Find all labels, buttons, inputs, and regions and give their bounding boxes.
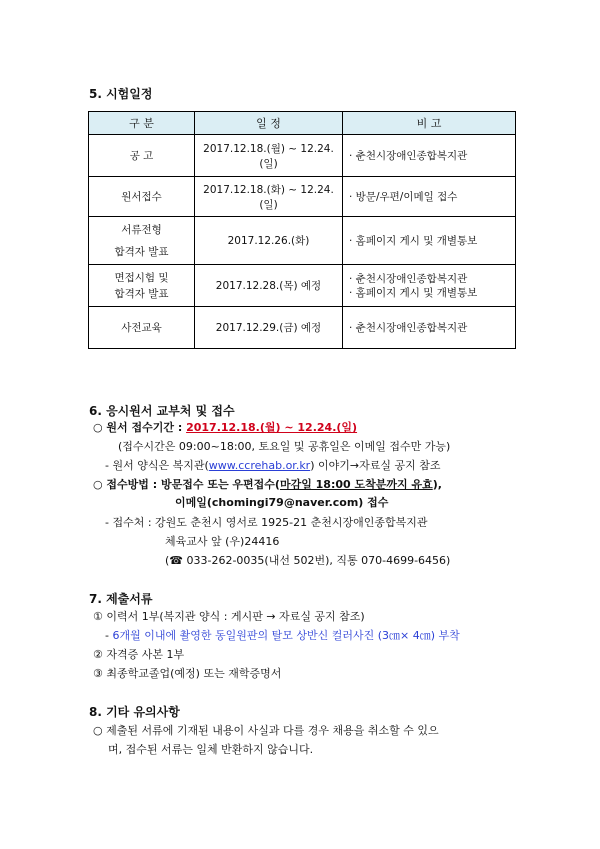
document-photo-dash: -	[105, 629, 113, 642]
form-location-suffix: ) 이야기→자료실 공지 참조	[310, 459, 441, 472]
row-note: · 방문/우편/이메일 접수	[343, 177, 516, 217]
form-location	[105, 457, 440, 473]
row-category: 원서접수	[89, 177, 195, 217]
row-note: · 홈페이지 게시 및 개별통보	[343, 217, 516, 265]
website-link[interactable]: www.ccrehab.or.kr	[208, 459, 311, 472]
notice-line-1: ○ 제출된 서류에 기재된 내용이 사실과 다를 경우 채용을 취소할 수 있으	[93, 724, 439, 737]
row-date: 2017.12.18.(월) ~ 12.24.(일)	[195, 135, 343, 177]
table-row	[89, 265, 516, 307]
header-schedule: 일 정	[195, 112, 343, 135]
table-row	[89, 135, 516, 177]
row-note	[343, 265, 516, 307]
email-submission: 이메일(chomingi79@naver.com) 접수	[175, 496, 389, 509]
row-date: 2017.12.28.(목) 예정	[195, 265, 343, 307]
reception-hours: (접수시간은 09:00~18:00, 토요일 및 공휴일은 이메일 접수만 가능)	[118, 440, 451, 453]
row-date: 2017.12.26.(화)	[195, 217, 343, 265]
row-category-line: 서류전형	[121, 223, 162, 236]
row-date: 2017.12.29.(금) 예정	[195, 307, 343, 349]
row-category-line: 합격자 발표	[114, 245, 169, 258]
row-category-line: 합격자 발표	[114, 287, 169, 300]
table-header-row	[89, 112, 516, 135]
section-6-title: 6. 응시원서 교부처 및 접수	[89, 404, 235, 418]
row-note: · 춘천시장애인종합복지관	[343, 135, 516, 177]
reception-address-recipient: 체육교사 앞 (우)24416	[165, 535, 280, 548]
header-note: 비 고	[343, 112, 516, 135]
form-location-prefix: - 원서 양식은 복지관(	[105, 459, 209, 472]
table-row	[89, 217, 516, 265]
row-date: 2017.12.18.(화) ~ 12.24.(일)	[195, 177, 343, 217]
row-note-line: · 춘천시장애인종합복지관	[349, 272, 468, 285]
section-7-title: 7. 제출서류	[89, 592, 153, 606]
document-photo	[105, 627, 460, 643]
application-period-dates: 2017.12.18.(월) ~ 12.24.(일)	[186, 421, 358, 434]
document-photo-text: 6개월 이내에 촬영한 동일원판의 탈모 상반신 컬러사진 (3㎝× 4㎝) 부착	[112, 629, 460, 642]
section-5-title: 5. 시험일정	[89, 87, 153, 101]
row-category	[89, 265, 195, 307]
contact-phone: (☎ 033-262-0035(내선 502번), 직통 070-4699-6456)	[165, 554, 451, 567]
application-deadline: 마감일 18:00 도착분까지 유효	[279, 478, 433, 491]
application-method	[93, 476, 442, 492]
application-method-end: ),	[432, 478, 442, 491]
table-row	[89, 177, 516, 217]
section-8-title: 8. 기타 유의사항	[89, 705, 180, 719]
application-period-label: ○ 원서 접수기간 :	[93, 421, 187, 434]
row-category: 공 고	[89, 135, 195, 177]
notice-line-2: 며, 접수된 서류는 일체 반환하지 않습니다.	[108, 743, 314, 756]
schedule-table	[88, 111, 516, 349]
reception-address: - 접수처 : 강원도 춘천시 영서로 1925-21 춘천시장애인종합복지관	[105, 516, 428, 529]
document-license: ② 자격증 사본 1부	[93, 648, 185, 661]
document-graduation: ③ 최종학교졸업(예정) 또는 재학증명서	[93, 667, 282, 680]
row-category-line: 면접시험 및	[114, 271, 169, 284]
application-method-label: ○ 접수방법 : 방문접수 또는 우편접수(	[93, 478, 280, 491]
application-period	[93, 419, 357, 435]
document-resume: ① 이력서 1부(복지관 양식 : 게시판 → 자료실 공지 참조)	[93, 610, 365, 623]
table-row	[89, 307, 516, 349]
header-category: 구 분	[89, 112, 195, 135]
row-note: · 춘천시장애인종합복지관	[343, 307, 516, 349]
row-category	[89, 217, 195, 265]
row-category: 사전교육	[89, 307, 195, 349]
row-note-line: · 홈페이지 게시 및 개별통보	[349, 286, 478, 299]
